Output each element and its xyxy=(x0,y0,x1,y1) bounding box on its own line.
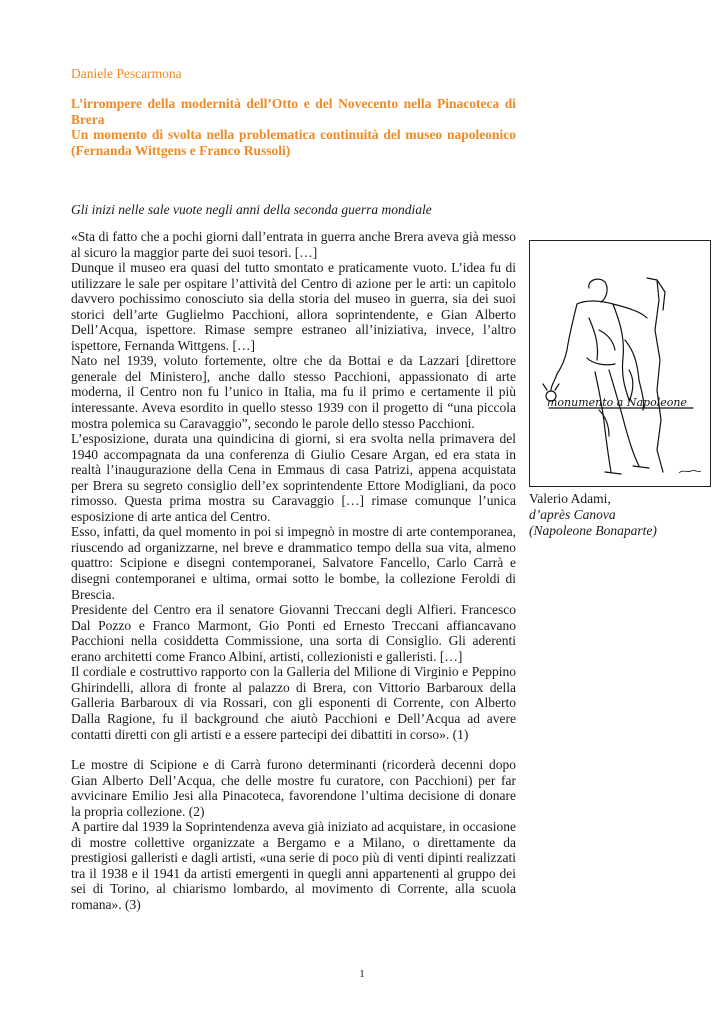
paragraph: A partire dal 1939 la Soprintendenza aveva già iniziato ad acquistare, in occasione di mostre collettive organizzate a Bergamo e a Milano, o direttamente da prestigiosi galleristi e dagli artisti, «una serie di poco più di venti dipinti realizzati tra il 1938 e il 1941 da artisti emergenti in quegli anni appartenenti al gruppo dei sei di Torino, al chiarismo lombardo, al movimento di Corrente, alla scuola romana». (3) xyxy=(71,819,516,912)
title-line: L’irrompere della modernità dell’Otto e del Novecento nella Pinacoteca di Brera xyxy=(71,96,516,127)
figure-caption xyxy=(529,491,709,539)
author-name: Daniele Pescarmona xyxy=(71,66,182,81)
paragraph: Il cordiale e costruttivo rapporto con la Galleria del Milione di Virginio e Peppino Ghirindelli, allora di fronte al palazzo di Brera, con Vittorio Barbaroux della Galleria Barbaroux di via Rossari, con gli esponenti di Corrente, con Alberto Dalla Ragione, fu il background che aiutò Pacchioni e Dell’Acqua ad avere contatti diretti con gli artisti e a essere partecipi dei dibattiti in corso». (1) xyxy=(71,664,516,742)
caption-work: d’après Canova xyxy=(529,507,616,522)
title-line: Un momento di svolta nella problematica continuità del museo napoleonico (Fernanda Wittgens e Franco Russoli) xyxy=(71,127,516,158)
paragraph: Dunque il museo era quasi del tutto smontato e praticamente vuoto. L’idea fu di utilizzare le sale per ospitare l’attività del Centro di azione per le arti: un capitolo davvero pochissimo conosciuto sia della storia del museo in guerra, sia dei suoi storici dell’arte Guglielmo Pacchioni, allora soprintendente, e Gian Alberto Dell’Acqua, ispettore. Rimase sempre estraneo all’iniziativa, invece, l’altro ispettore, Fernanda Wittgens. […] xyxy=(71,260,516,353)
article-title xyxy=(71,96,516,158)
paragraph: «Sta di fatto che a pochi giorni dall’entrata in guerra anche Brera aveva già messo al sicuro la maggior parte dei suoi tesori. […] xyxy=(71,229,516,260)
paragraph: Presidente del Centro era il senatore Giovanni Treccani degli Alfieri. Francesco Dal Pozzo e Franco Marmont, Gio Ponti ed Ernesto Treccani affiancavano Pacchioni nella cosiddetta Commissione, una sorta di Consiglio. Gli aderenti erano architetti come Franco Albini, artisti, collezionisti e galleristi. […] xyxy=(71,602,516,664)
page-number: 1 xyxy=(359,968,365,980)
paragraph: L’esposizione, durata una quindicina di giorni, si era svolta nella primavera del 1940 accompagnata da una conferenza di Giulio Cesare Argan, ed era stata in realtà l’inaugurazione della Cena in Emmaus di casa Patrizi, appena acquistata per Brera su segreto consiglio dell’ex soprintendente Ettore Modigliani, da poco rimosso. Questa prima mostra su Caravaggio […] rimase comunque l’unica esposizione di arte antica del Centro. xyxy=(71,431,516,524)
article-body xyxy=(71,229,516,913)
paragraph: Le mostre di Scipione e di Carrà furono determinanti (ricorderà decenni dopo Gian Alberto Dell’Acqua, che delle mostre fu curatore, con Pacchioni) per far avvicinare Emilio Jesi alla Pinacoteca, favorendone l’ultima decisione di donare la propria collezione. (2) xyxy=(71,757,516,819)
paragraph: Esso, infatti, da quel momento in poi si impegnò in mostre di arte contemporanea, riuscendo ad organizzarne, nel breve e drammatico tempo della sua vita, almeno quattro: Scipione e disegni contemporanei, Salvatore Fancello, Carlo Carrà e disegni contemporanei e ultima, ormai sotto le bombe, la collezione Feroldi di Brescia. xyxy=(71,524,516,602)
paragraph: Nato nel 1939, voluto fortemente, oltre che da Bottai e da Lazzari [direttore generale del Ministero], anche dallo stesso Pacchioni, appassionato di arte moderna, il Centro non fu l’unico in Italia, ma fu il primo e certamente il più interessante. Aveva esordito in quello stesso 1939 con il progetto di “una piccola mostra polemica su Caravaggio”, secondo le parole dello stesso Pacchioni. xyxy=(71,353,516,431)
caption-subject: (Napoleone Bonaparte) xyxy=(529,523,657,538)
caption-artist: Valerio Adami, xyxy=(529,491,611,506)
drawing-inscription: monumento a Napoleone xyxy=(547,396,687,409)
section-heading: Gli inizi nelle sale vuote negli anni della seconda guerra mondiale xyxy=(71,202,432,217)
artwork-drawing xyxy=(529,240,711,487)
